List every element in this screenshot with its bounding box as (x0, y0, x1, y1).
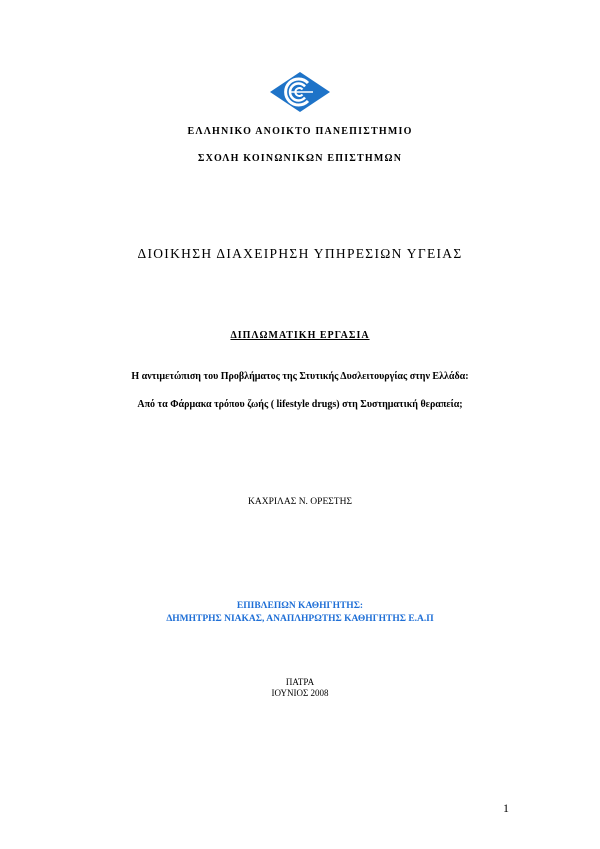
thesis-title-line-1: Η αντιμετώπιση του Προβλήματος της Στυτικής Δυσλειτουργίας στην Ελλάδα: (131, 371, 469, 382)
date: ΙΟΥΝΙΟΣ 2008 (271, 688, 329, 698)
university-name: ΕΛΛΗΝΙΚΟ ΑΝΟΙΚΤΟ ΠΑΝΕΠΙΣΤΗΜΙΟ (187, 126, 413, 137)
supervisor-name: ΔΗΜΗΤΡΗΣ ΝΙΑΚΑΣ, ΑΝΑΠΛΗΡΩΤΗΣ ΚΑΘΗΓΗΤΗΣ Ε.Α.Π (166, 614, 434, 624)
university-logo-icon (269, 71, 331, 113)
supervisor-label: ΕΠΙΒΛΕΠΩΝ ΚΑΘΗΓΗΤΗΣ: (236, 601, 364, 611)
program-title: ΔΙΟΙΚΗΣΗ ΔΙΑΧΕΙΡΗΣΗ ΥΠΗΡΕΣΙΩΝ ΥΓΕΙΑΣ (137, 246, 463, 261)
thesis-label: ΔΙΠΛΩΜΑΤΙΚΗ ΕΡΓΑΣΙΑ (230, 330, 370, 341)
page-number: 1 (503, 801, 509, 815)
city: ΠΑΤΡΑ (285, 677, 315, 687)
author-name: ΚΑΧΡΙΛΑΣ Ν. ΟΡΕΣΤΗΣ (248, 497, 352, 507)
school-name: ΣΧΟΛΗ ΚΟΙΝΩΝΙΚΩΝ ΕΠΙΣΤΗΜΩΝ (197, 153, 403, 164)
thesis-title-line-2: Από τα Φάρμακα τρόπου ζωής ( lifestyle drugs) στη Συστηματική θεραπεία; (137, 399, 463, 410)
